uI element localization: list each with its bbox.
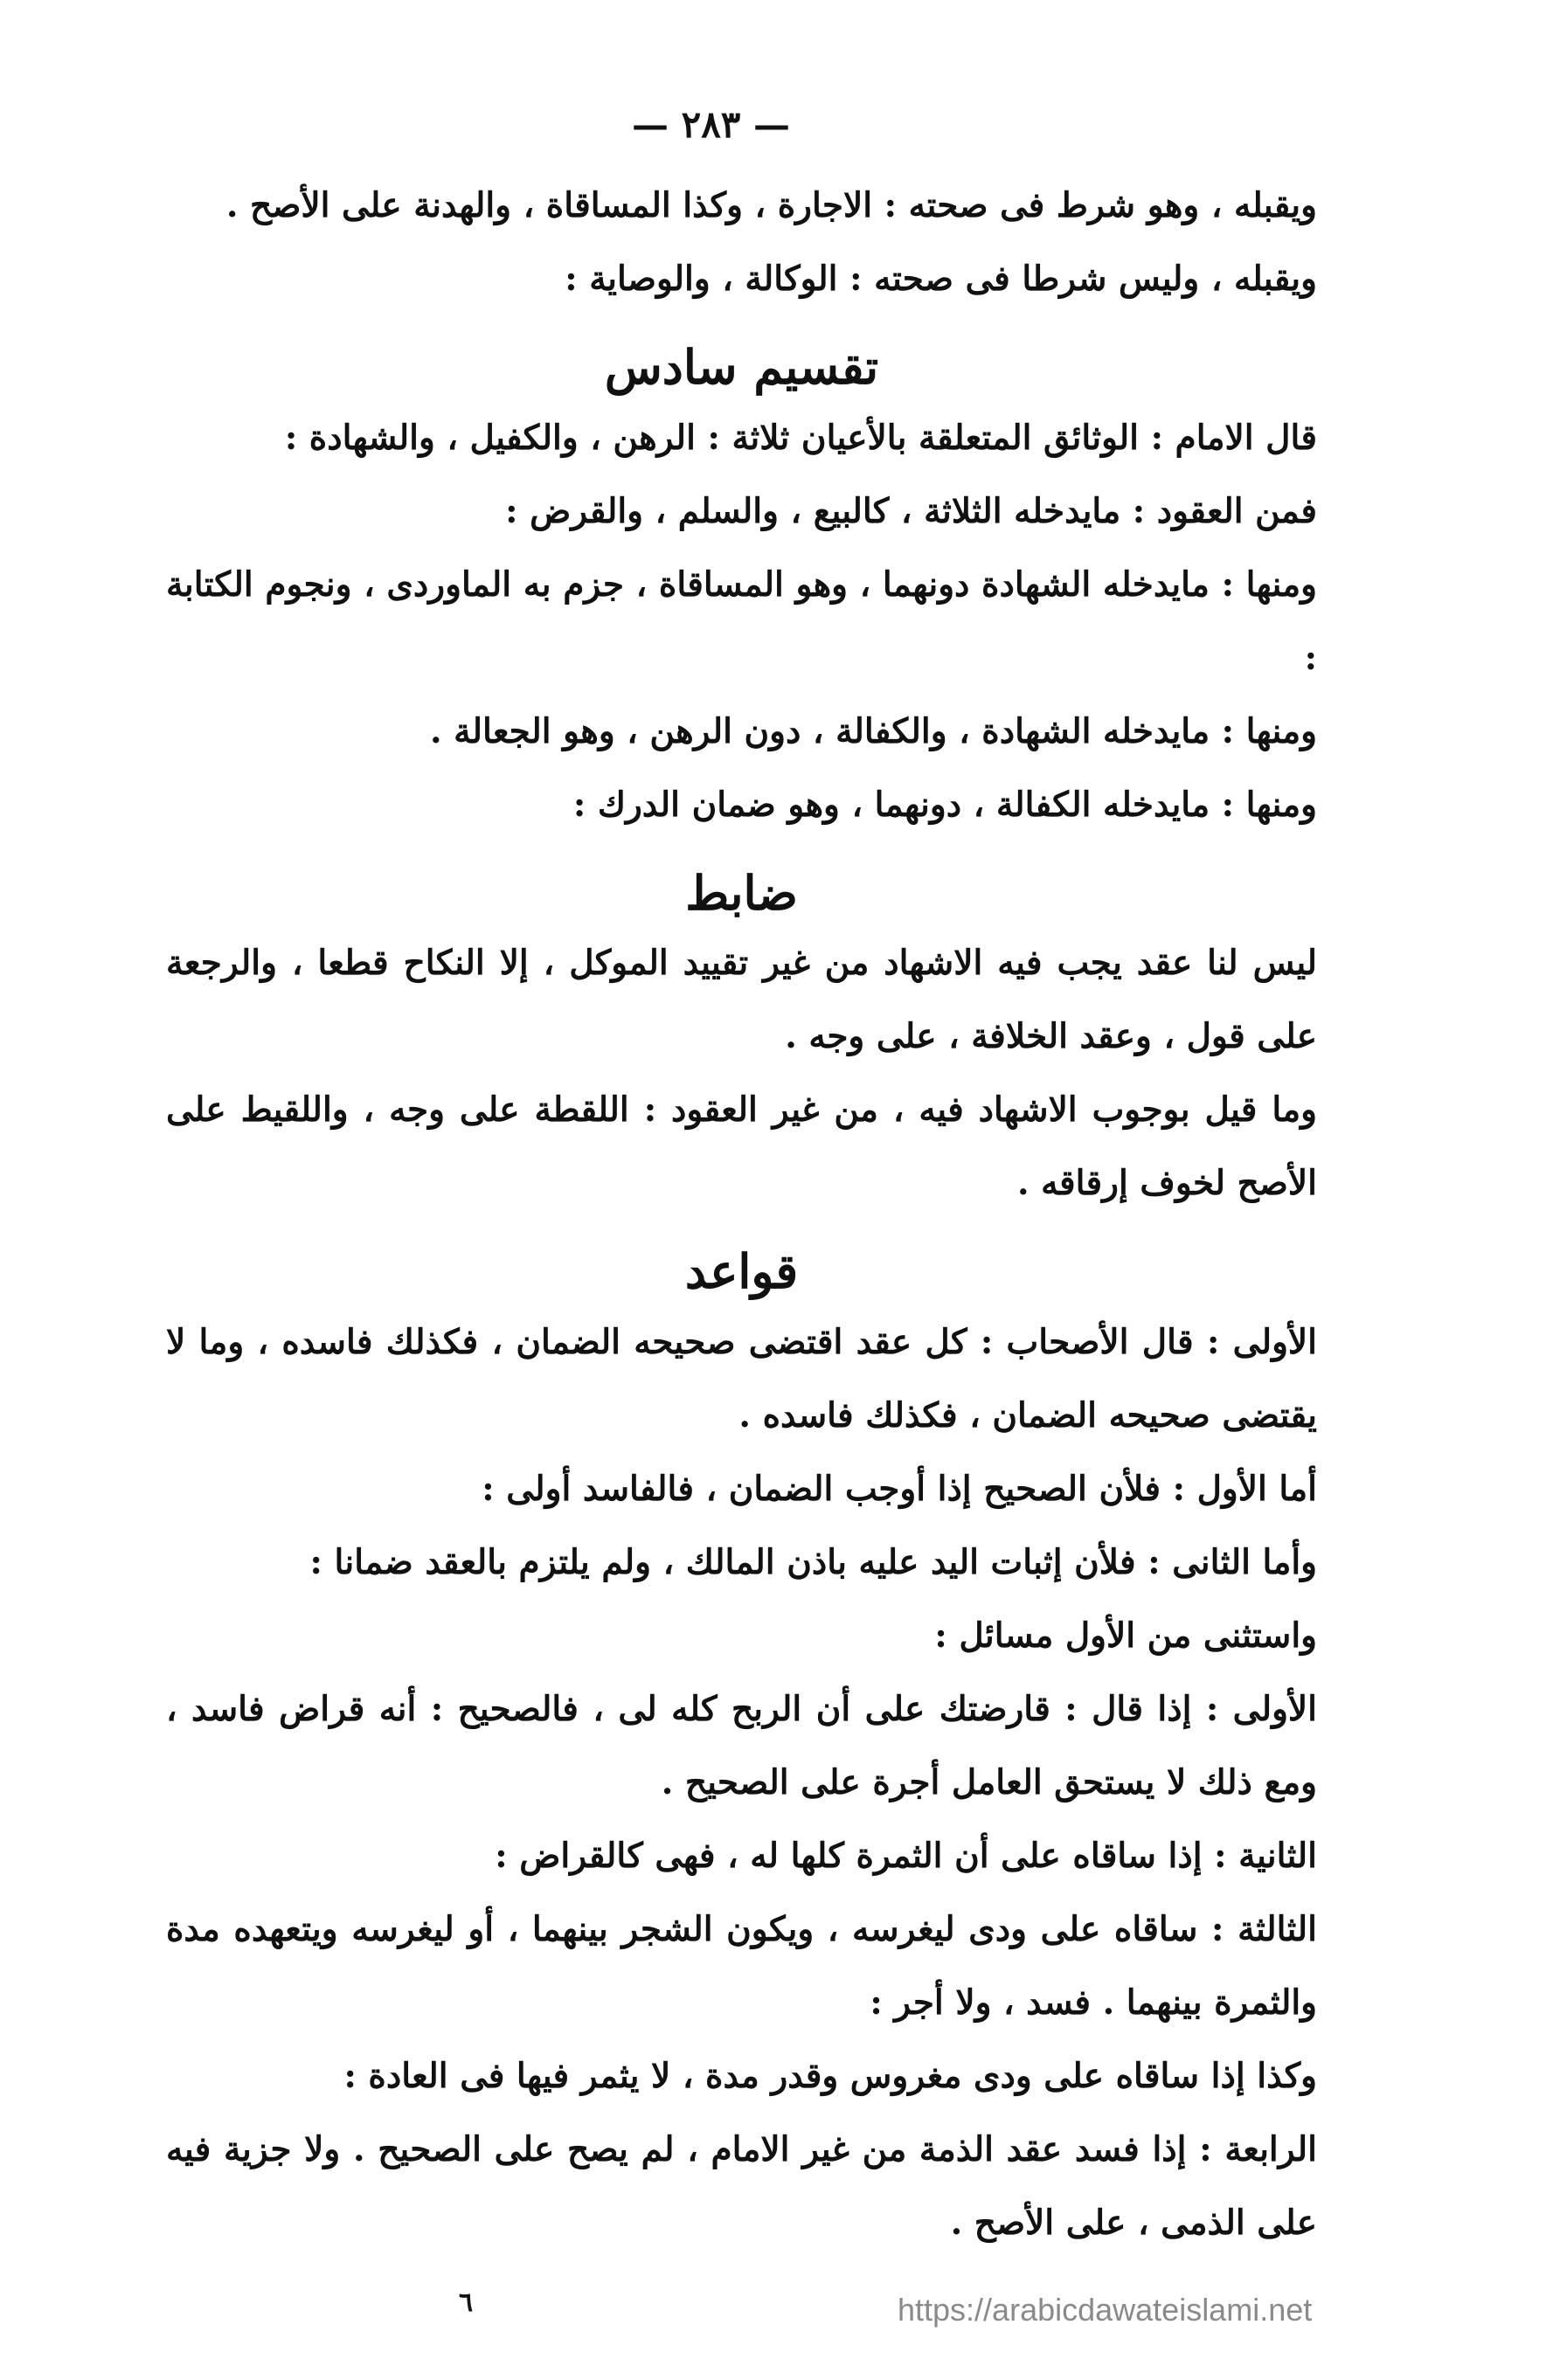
qawaid-paragraph-6: الثانية : إذا ساقاه على أن الثمرة كلها له ، فهى كالقراض :: [495, 1835, 1317, 1876]
dabit-paragraph-1: ليس لنا عقد يجب فيه الاشهاد من غير تقييد الموكل ، إلا النكاح قطعا ، والرجعة على قول ، وعقد الخلافة ، على وجه .: [166, 943, 1317, 1057]
dabit-section: [166, 861, 1317, 1221]
dabit-paragraph-2: وما قيل بوجوب الاشهاد فيه ، من غير العقود : اللقطة على وجه ، واللقيط على الأصح لخوف إرقاقه .: [166, 1090, 1317, 1204]
qawaid-paragraph-8: وكذا إذا ساقاه على ودى مغروس وقدر مدة ، لا يثمر فيها فى العادة :: [343, 2055, 1317, 2096]
footer-mark: ٦: [459, 2287, 474, 2318]
qawaid-paragraph-7: الثالثة : ساقاه على ودى ليغرسه ، ويكون الشجر بينهما ، أو ليغرسه ويتعهده مدة والثمرة بينهما . فسد ، ولا أجر :: [166, 1908, 1317, 2023]
page-number: — ٢٨٣ —: [632, 103, 790, 146]
section-six-paragraph-3: ومنها : مايدخله الشهادة دونهما ، وهو المساقاة ، جزم به الماوردى ، ونجوم الكتابة :: [166, 564, 1317, 678]
intro-paragraph-2: ويقبله ، وليس شرطا فى صحته : الوكالة ، والوصاية :: [565, 259, 1317, 299]
section-six: [166, 335, 1317, 841]
qawaid-paragraph-2: أما الأول : فلأن الصحيح إذا أوجب الضمان ، فالفاسد أولى :: [482, 1468, 1317, 1509]
qawaid-paragraph-4: واستثنى من الأول مسائل :: [934, 1615, 1317, 1656]
watermark-url: https://arabicdawateislami.net: [898, 2292, 1313, 2328]
section-six-paragraph-5: ومنها : مايدخله الكفالة ، دونهما ، وهو ضمان الدرك :: [572, 784, 1317, 825]
intro-block: [166, 169, 1317, 315]
section-six-title: تقسيم سادس: [604, 339, 879, 395]
qawaid-paragraph-1: الأولى : قال الأصحاب : كل عقد اقتضى صحيحه الضمان ، فكذلك فاسده ، وما لا يقتضى صحيحه الضمان ، فكذلك فاسده .: [166, 1321, 1317, 1436]
dabit-title: ضابط: [685, 864, 798, 921]
section-six-paragraph-2: فمن العقود : مايدخله الثلاثة ، كالبيع ، والسلم ، والقرض :: [505, 490, 1317, 531]
section-six-paragraph-4: ومنها : مايدخله الشهادة ، والكفالة ، دون الرهن ، وهو الجعالة .: [430, 710, 1317, 751]
qawaid-paragraph-5: الأولى : إذا قال : قارضتك على أن الربح كله لى ، فالصحيح : أنه قراض فاسد ، ومع ذلك لا يستحق العامل أجرة على الصحيح .: [166, 1688, 1317, 1802]
qawaid-paragraph-3: وأما الثانى : فلأن إثبات اليد عليه باذن المالك ، ولم يلتزم بالعقد ضمانا :: [309, 1541, 1317, 1582]
qawaid-title: قواعد: [684, 1243, 799, 1300]
qawaid-paragraph-9: الرابعة : إذا فسد عقد الذمة من غير الامام ، لم يصح على الصحيح . ولا جزية فيه على الذمى ، على الأصح .: [166, 2128, 1317, 2243]
intro-paragraph-1: ويقبله ، وهو شرط فى صحته : الاجارة ، وكذا المساقاة ، والهدنة على الأصح .: [225, 185, 1317, 225]
section-six-paragraph-1: قال الامام : الوثائق المتعلقة بالأعيان ثلاثة : الرهن ، والكفيل ، والشهادة :: [284, 417, 1317, 458]
qawaid-section: [166, 1239, 1317, 2259]
